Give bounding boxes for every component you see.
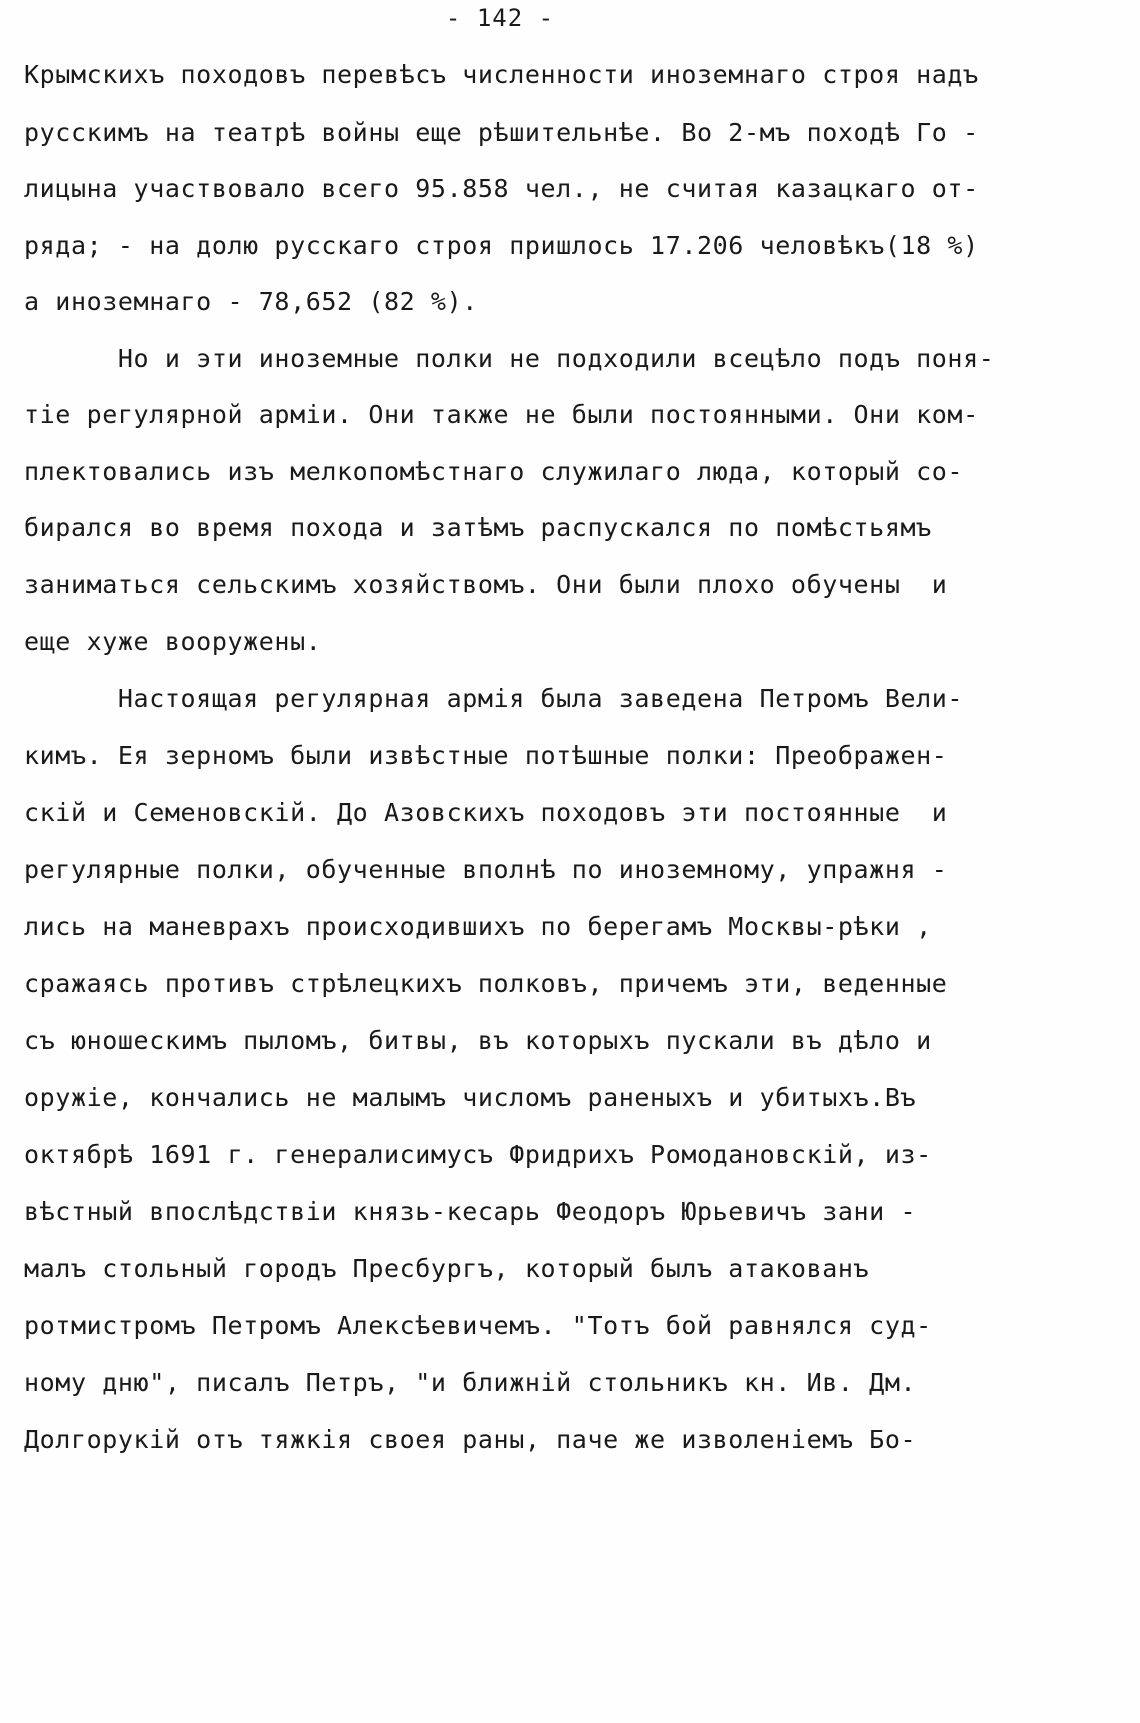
- text-line: лись на маневрахъ происходившихъ по берегамъ Москвы-рѣки ,: [24, 912, 932, 941]
- text-line: Крымскихъ походовъ перевѣсъ численности иноземнаго строя надъ: [24, 60, 979, 89]
- text-line: скій и Семеновскій. До Азовскихъ походовъ эти постоянные и: [24, 798, 948, 827]
- text-line: малъ стольный городъ Пресбургъ, который былъ атакованъ: [24, 1254, 870, 1283]
- text-line: сражаясь противъ стрѣлецкихъ полковъ, причемъ эти, веденные: [24, 969, 948, 998]
- text-line: съ юношескимъ пыломъ, битвы, въ которыхъ пускали въ дѣло и: [24, 1026, 932, 1055]
- text-line: лицына участвовало всего 95.858 чел., не считая казацкаго от-: [24, 174, 979, 203]
- text-line: ротмистромъ Петромъ Алексѣевичемъ. "Тотъ бой равнялся суд-: [24, 1311, 932, 1340]
- text-line: а иноземнаго - 78,652 (82 %).: [24, 287, 478, 316]
- text-line: вѣстный впослѣдствіи князь-кесарь Феодоръ Юрьевичъ зани -: [24, 1197, 917, 1226]
- page-number: - 142 -: [445, 4, 555, 32]
- text-line: октябрѣ 1691 г. генералисимусъ Фридрихъ Ромодановскій, из-: [24, 1140, 932, 1169]
- text-line: заниматься сельскимъ хозяйствомъ. Они были плохо обучены и: [24, 570, 948, 599]
- text-line: кимъ. Ея зерномъ были извѣстные потѣшные полки: Преображен-: [24, 741, 948, 770]
- text-line: бирался во время похода и затѣмъ распускался по помѣстьямъ: [24, 513, 932, 542]
- text-line: тіе регулярной арміи. Они также не были постоянными. Они ком-: [24, 400, 979, 429]
- text-line: Настоящая регулярная армія была заведена Петромъ Вели-: [24, 684, 964, 713]
- text-line: плектовались изъ мелкопомѣстнаго служилаго люда, который со-: [24, 457, 964, 486]
- text-line: ряда; - на долю русскаго строя пришлось 17.206 человѣкъ(18 %): [24, 231, 979, 260]
- text-line: еще хуже вооружены.: [24, 627, 322, 656]
- text-line: регулярные полки, обученные вполнѣ по иноземному, упражня -: [24, 855, 948, 884]
- text-line: ному дню", писалъ Петръ, "и ближній стольникъ кн. Ив. Дм.: [24, 1368, 917, 1397]
- text-line: Но и эти иноземные полки не подходили всецѣло подъ поня-: [24, 344, 995, 373]
- text-line: Долгорукій отъ тяжкія своея раны, паче же изволеніемъ Бо-: [24, 1425, 917, 1454]
- text-line: оружіе, кончались не малымъ числомъ раненыхъ и убитыхъ.Въ: [24, 1083, 917, 1112]
- text-line: русскимъ на театрѣ войны еще рѣшительнѣе. Во 2-мъ походѣ Го -: [24, 118, 979, 147]
